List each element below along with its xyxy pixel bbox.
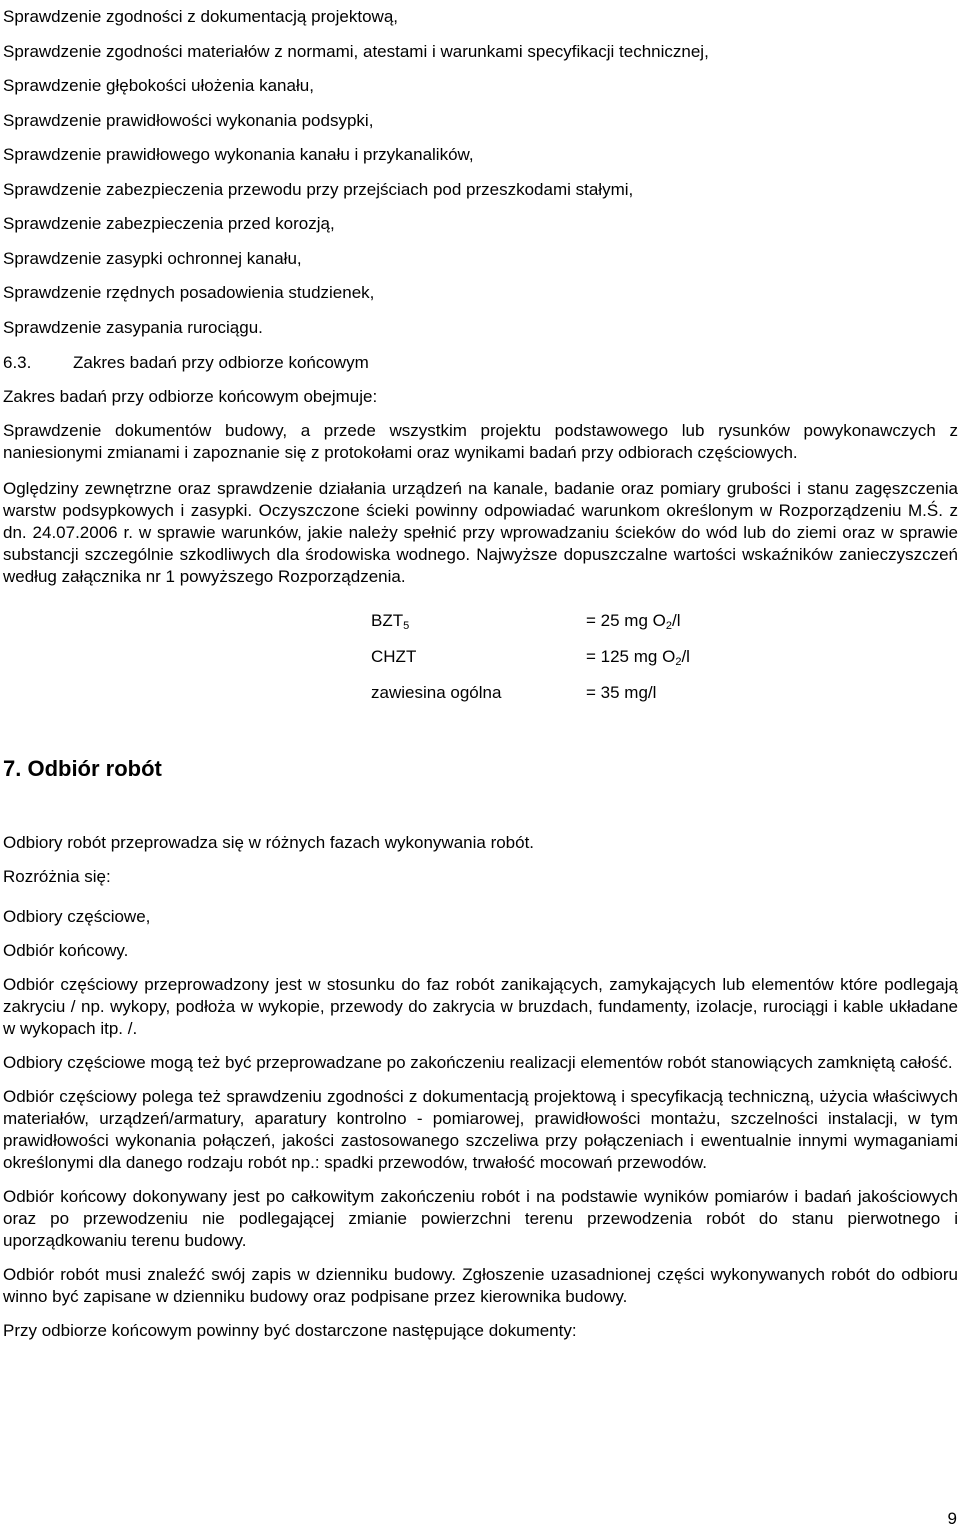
list-item: Sprawdzenie prawidłowości wykonania podsypki,	[3, 110, 374, 130]
paragraph: Odbiory częściowe,	[3, 907, 151, 926]
list-item: Sprawdzenie głębokości ułożenia kanału,	[3, 76, 314, 95]
parameters-table	[371, 608, 958, 716]
subsection-heading	[3, 352, 958, 374]
list-item: Sprawdzenie prawidłowego wykonania kanału i przykanalików,	[3, 145, 474, 164]
paragraph: Odbiór częściowy przeprowadzony jest w stosunku do faz robót zanikających, zamykających lub elementów które podlegają zakryciu / np. wykopy, podłoża w wykopie, przewody do zakrycia w bruzdach, fundamenty, izolacje, rurociągi i kable układane w wykopach itp. /.	[3, 975, 958, 1038]
subsection-title: Zakres badań przy odbiorze końcowym	[73, 353, 369, 372]
paragraph: Przy odbiorze końcowym powinny być dostarczone następujące dokumenty:	[3, 1321, 577, 1340]
paragraph: Odbiory częściowe mogą też być przeprowadzane po zakończeniu realizacji elementów robót stanowiących zamkniętą całość.	[3, 1053, 953, 1072]
list-item: Sprawdzenie zasypania rurociągu.	[3, 317, 263, 337]
documents-paragraph: Sprawdzenie dokumentów budowy, a przede wszystkim projektu podstawowego lub rysunków powykonawczych z naniesionymi zmianami i zapoznanie się z protokołami oraz wynikami badań przy odbiorach częściowych.	[3, 421, 958, 462]
parameter-value: = 25 mg $O_2/l$	[586, 611, 681, 632]
intro-paragraph: Zakres badań przy odbiorze końcowym obejmuje:	[3, 387, 378, 406]
parameter-name: CHZT	[371, 647, 417, 666]
inspection-paragraph: Oględziny zewnętrzne oraz sprawdzenie działania urządzeń na kanale, badanie oraz pomiary grubości i stanu zagęszczenia warstw podsypkowych i zasypki. Oczyszczone ścieki powinny odpowiadać warunkom określonym w Rozporządzeniu M.Ś. z dn. 24.07.2006 r. w sprawie warunków, jakie należy spełnić przy wprowadzaniu ścieków do wód lub do ziemi oraz w sprawie substancji szczególnie szkodliwych dla środowiska wodnego. Najwyższe dopuszczalne wartości wskaźników zanieczyszczeń według załącznika nr 1 powyższego Rozporządzenia.	[3, 479, 958, 586]
parameter-value: = 35 mg/l	[586, 683, 657, 702]
list-item: Sprawdzenie zabezpieczenia przewodu przy przejściach pod przeszkodami stałymi,	[3, 179, 634, 199]
list-item: Sprawdzenie rzędnych posadowienia studzienek,	[3, 283, 375, 302]
list-item: Sprawdzenie zasypki ochronnej kanału,	[3, 248, 302, 268]
parameter-name: zawiesina ogólna	[371, 683, 502, 702]
subsection-number: 6.3.	[3, 353, 32, 372]
parameter-row	[371, 644, 958, 680]
parameter-value: = 125 mg $O_2/l$	[586, 647, 690, 668]
parameter-row	[371, 608, 958, 644]
paragraph: Odbiór częściowy polega też sprawdzeniu zgodności z dokumentacją projektową i specyfikacją techniczną, użycia właściwych materiałów, urządzeń/armatury, aparatury kontrolno - pomiarowej, prawidłowości montażu, szczelności instalacji, w tym prawidłowości wykonania połączeń, jakości zastosowanego szczeliwa przy połączeniach i ewentualnie innymi wymaganiami określonymi dla danego rodzaju robót np.: spadki przewodów, trwałość mocowań przewodów.	[3, 1087, 958, 1172]
page-number: 9	[947, 1509, 957, 1528]
checks-list	[3, 0, 958, 345]
paragraph: Odbiór robót musi znaleźć swój zapis w dzienniku budowy. Zgłoszenie uzasadnionej części wykonywanych robót do odbioru winno być zapisane w dzienniku budowy oraz podpisane przez kierownika budowy.	[3, 1265, 958, 1306]
parameter-name: $BZT_5$	[371, 611, 410, 632]
paragraph: Odbiór końcowy.	[3, 941, 129, 960]
paragraph: Rozróżnia się:	[3, 867, 111, 886]
section-heading: 7. Odbiór robót	[3, 756, 162, 781]
list-item: Sprawdzenie zgodności materiałów z normami, atestami i warunkami specyfikacji technicznej,	[3, 41, 709, 61]
parameter-row	[371, 680, 958, 716]
document-page	[3, 0, 958, 1342]
list-item: Sprawdzenie zabezpieczenia przed korozją,	[3, 214, 335, 233]
list-item: Sprawdzenie zgodności z dokumentacją projektową,	[3, 7, 399, 26]
paragraph: Odbiory robót przeprowadza się w różnych fazach wykonywania robót.	[3, 833, 535, 852]
paragraph: Odbiór końcowy dokonywany jest po całkowitym zakończeniu robót i na podstawie wyników pomiarów i badań jakościowych oraz po przewodzeniu nie podlegającej zmianie powierzchni terenu przewodzenia robót do stanu pierwotnego i uporządkowaniu terenu budowy.	[3, 1187, 958, 1250]
